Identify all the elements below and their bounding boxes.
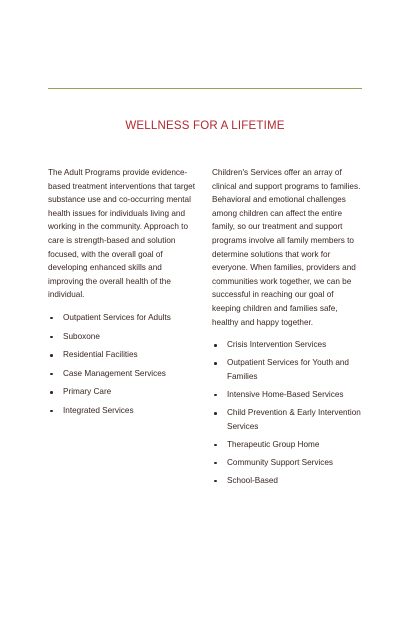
list-item: Integrated Services <box>48 404 198 418</box>
list-item: Suboxone <box>48 330 198 344</box>
list-item: School-Based <box>212 474 364 488</box>
list-item: Residential Facilities <box>48 348 198 362</box>
list-item: Crisis Intervention Services <box>212 338 364 352</box>
adult-programs-column <box>48 166 198 423</box>
childrens-services-column <box>212 166 364 492</box>
list-item: Intensive Home-Based Services <box>212 388 364 402</box>
list-item: Case Management Services <box>48 367 198 381</box>
page-title: WELLNESS FOR A LIFETIME <box>125 120 285 132</box>
list-item: Therapeutic Group Home <box>212 438 364 452</box>
adult-programs-list <box>48 311 198 418</box>
list-item: Outpatient Services for Adults <box>48 311 198 325</box>
list-item: Child Prevention & Early Intervention Services <box>212 406 364 433</box>
list-item: Community Support Services <box>212 456 364 470</box>
list-item: Outpatient Services for Youth and Families <box>212 356 364 383</box>
adult-programs-intro: The Adult Programs provide evidence-based treatment interventions that target substance use and co-occurring mental health issues for individuals living and working in the community. Approach to care is strength-based and solution focused, with the overall goal of developing enhanced skills and improving the overall health of the individual. <box>48 168 196 300</box>
childrens-services-list <box>212 338 364 487</box>
childrens-services-intro: Children's Services offer an array of clinical and support programs to families. Behavioral and emotional challenges among children can affect the entire family, so our treatment and support programs involve all family members to determine solutions that work for everyone. When families, providers and communities work together, we can be successful in reaching our goal of keeping children and families safe, healthy and happy together. <box>212 168 361 327</box>
top-divider <box>48 88 362 89</box>
list-item: Primary Care <box>48 385 198 399</box>
